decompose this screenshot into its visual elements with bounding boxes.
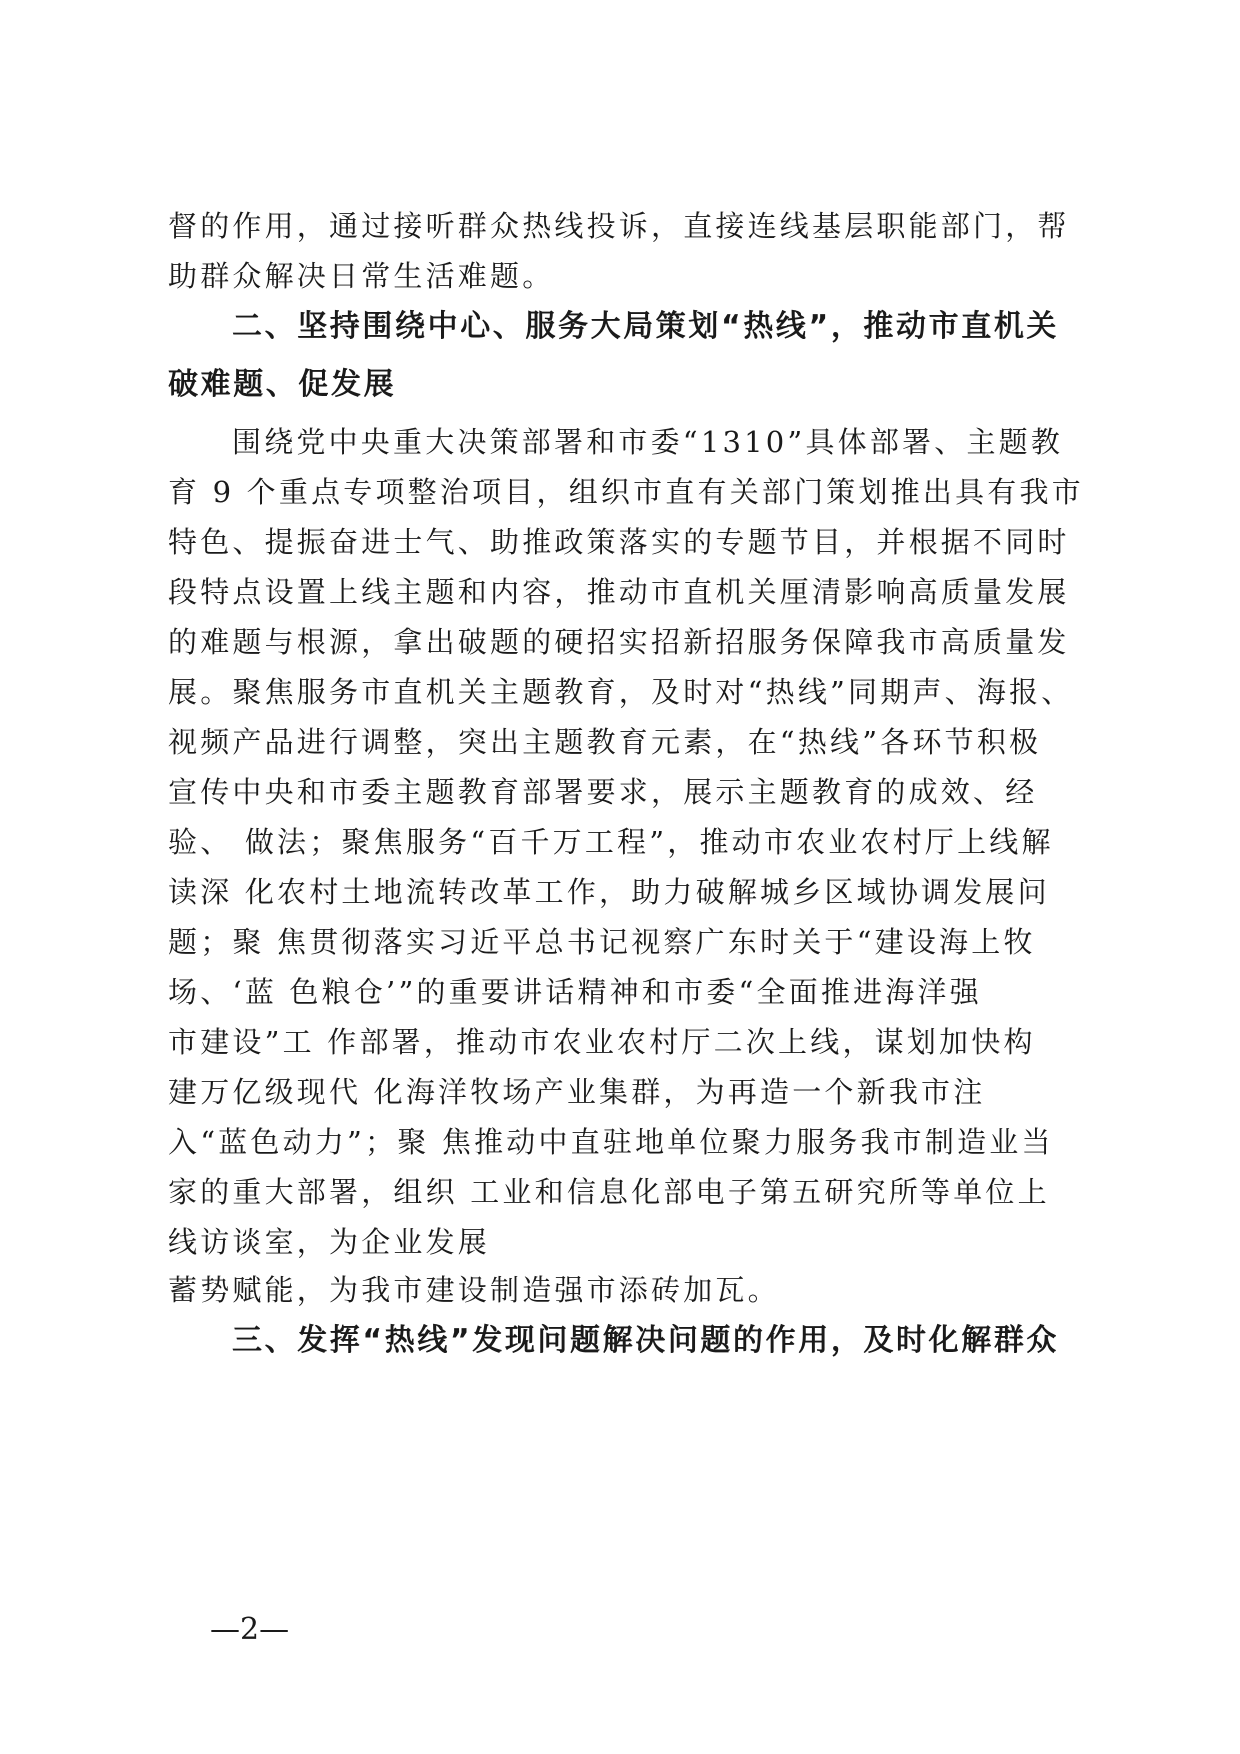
body-text-line: 督的作用，通过接听群众热线投诉，直接连线基层职能部门，帮 (168, 209, 1070, 243)
body-text-line: 市建设”工 作部署，推动市农业农村厅二次上线，谋划加快构 (168, 1025, 1036, 1059)
body-text-line: 读深 化农村土地流转改革工作，助力破解城乡区域协调发展问 (168, 875, 1050, 909)
body-text-line: 视频产品进行调整，突出主题教育元素，在“热线”各环节积极 (168, 725, 1042, 759)
body-text-line: 段特点设置上线主题和内容，推动市直机关厘清影响高质量发展 (168, 575, 1070, 609)
section-heading-continuation: 破难题、促发展 (168, 367, 397, 402)
body-text-line: 题；聚 焦贯彻落实习近平总书记视察广东时关于“建设海上牧 (168, 925, 1036, 959)
body-text-line: 宣传中央和市委主题教育部署要求，展示主题教育的成效、经 (168, 775, 1038, 809)
body-text-line: 家的重大部署，组织 工业和信息化部电子第五研究所等单位上 (168, 1175, 1050, 1209)
body-text-line: 蓄势赋能，为我市建设制造强市添砖加瓦。 (168, 1273, 780, 1307)
body-text-line: 展。聚焦服务市直机关主题教育，及时对“热线”同期声、海报、 (168, 675, 1074, 709)
body-text-line: 场、‘蓝 色粮仓’”的重要讲话精神和市委“全面推进海洋强 (168, 975, 982, 1009)
page-number: —2— (210, 1612, 290, 1647)
body-text-line: 的难题与根源，拿出破题的硬招实招新招服务保障我市高质量发 (168, 625, 1070, 659)
body-text-line: 助群众解决日常生活难题。 (168, 259, 555, 293)
body-text-line: 育 9 个重点专项整治项目，组织市直有关部门策划推出具有我市 (168, 475, 1084, 509)
body-text-line: 验、 做法；聚焦服务“百千万工程”，推动市农业农村厅上线解 (168, 825, 1054, 859)
section-heading: 三、发挥“热线”发现问题解决问题的作用，及时化解群众 (232, 1323, 1060, 1358)
body-text-line: 线访谈室，为企业发展 (168, 1225, 491, 1259)
body-text-line: 围绕党中央重大决策部署和市委“1310”具体部署、主题教 (232, 425, 1064, 459)
body-text-line: 入“蓝色动力”；聚 焦推动中直驻地单位聚力服务我市制造业当 (168, 1125, 1054, 1159)
section-heading: 二、坚持围绕中心、服务大局策划“热线”，推动市直机关 (232, 309, 1060, 344)
body-text-line: 建万亿级现代 化海洋牧场产业集群，为再造一个新我市注 (168, 1075, 986, 1109)
body-text-line: 特色、提振奋进士气、助推政策落实的专题节目，并根据不同时 (168, 525, 1070, 559)
